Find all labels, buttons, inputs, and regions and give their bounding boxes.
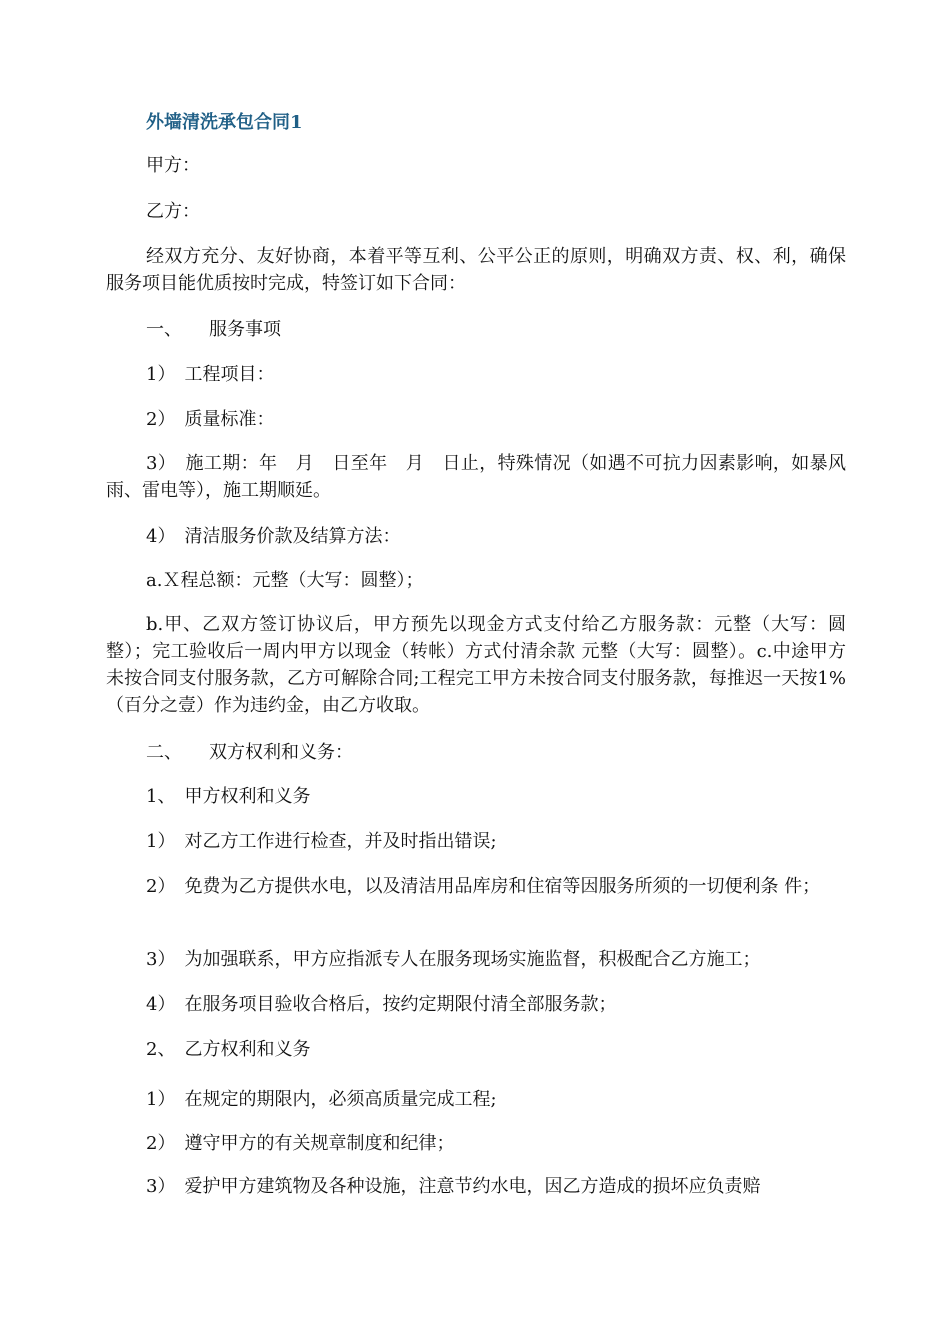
document-title: 外墙清洗承包合同1 [146,112,303,133]
list-item: 1） 对乙方工作进行检查，并及时指出错误; [146,831,497,852]
list-item-total: a.Ｘ程总额：元整（大写：圆整）； [146,570,424,591]
party-a-label: 甲方： [146,155,200,176]
party-b-rights-heading: 2、 乙方权利和义务 [146,1039,311,1060]
list-item: 2） 免费为乙方提供水电，以及清洁用品库房和住宿等因服务所须的一切便利条 件； [146,876,821,897]
list-item-quality: 2） 质量标准： [146,409,275,430]
list-item: 1） 在规定的期限内，必须高质量完成工程; [146,1089,497,1110]
list-item-period: 3） 施工期：年 月 日至年 月 日止，特殊情况（如遇不可抗力因素影响，如暴风雨、雷电等），施工期顺延。 [106,453,846,501]
list-item: 3） 爱护甲方建筑物及各种设施，注意节约水电，因乙方造成的损坏应负责赔 [146,1176,761,1197]
payment-terms-paragraph: b.甲、乙双方签订协议后，甲方预先以现金方式支付给乙方服务款：元整（大写：圆整）；完工验收后一周内甲方以现金（转帐）方式付清余款 元整（大写：圆整）。c.中途甲方未按合同支付服务款，乙方可解除合同;工程完工甲方未按合同支付服务款，每推迟一天按1%（百分之壹）作为违约金，由乙方收取。 [106,614,846,716]
list-item-price: 4） 清洁服务价款及结算方法： [146,526,401,547]
list-item-project: 1） 工程项目： [146,364,275,385]
section-heading-rights: 二、 双方权利和义务： [146,742,353,763]
party-a-rights-heading: 1、 甲方权利和义务 [146,786,311,807]
party-b-label: 乙方： [146,201,200,222]
list-item: 2） 遵守甲方的有关规章制度和纪律； [146,1133,455,1154]
section-heading-services: 一、 服务事项 [146,319,281,340]
intro-paragraph: 经双方充分、友好协商，本着平等互利、公平公正的原则，明确双方责、权、利，确保服务项目能优质按时完成，特签订如下合同： [106,246,846,294]
list-item: 4） 在服务项目验收合格后，按约定期限付清全部服务款； [146,994,617,1015]
list-item: 3） 为加强联系，甲方应指派专人在服务现场实施监督，积极配合乙方施工； [146,949,761,970]
